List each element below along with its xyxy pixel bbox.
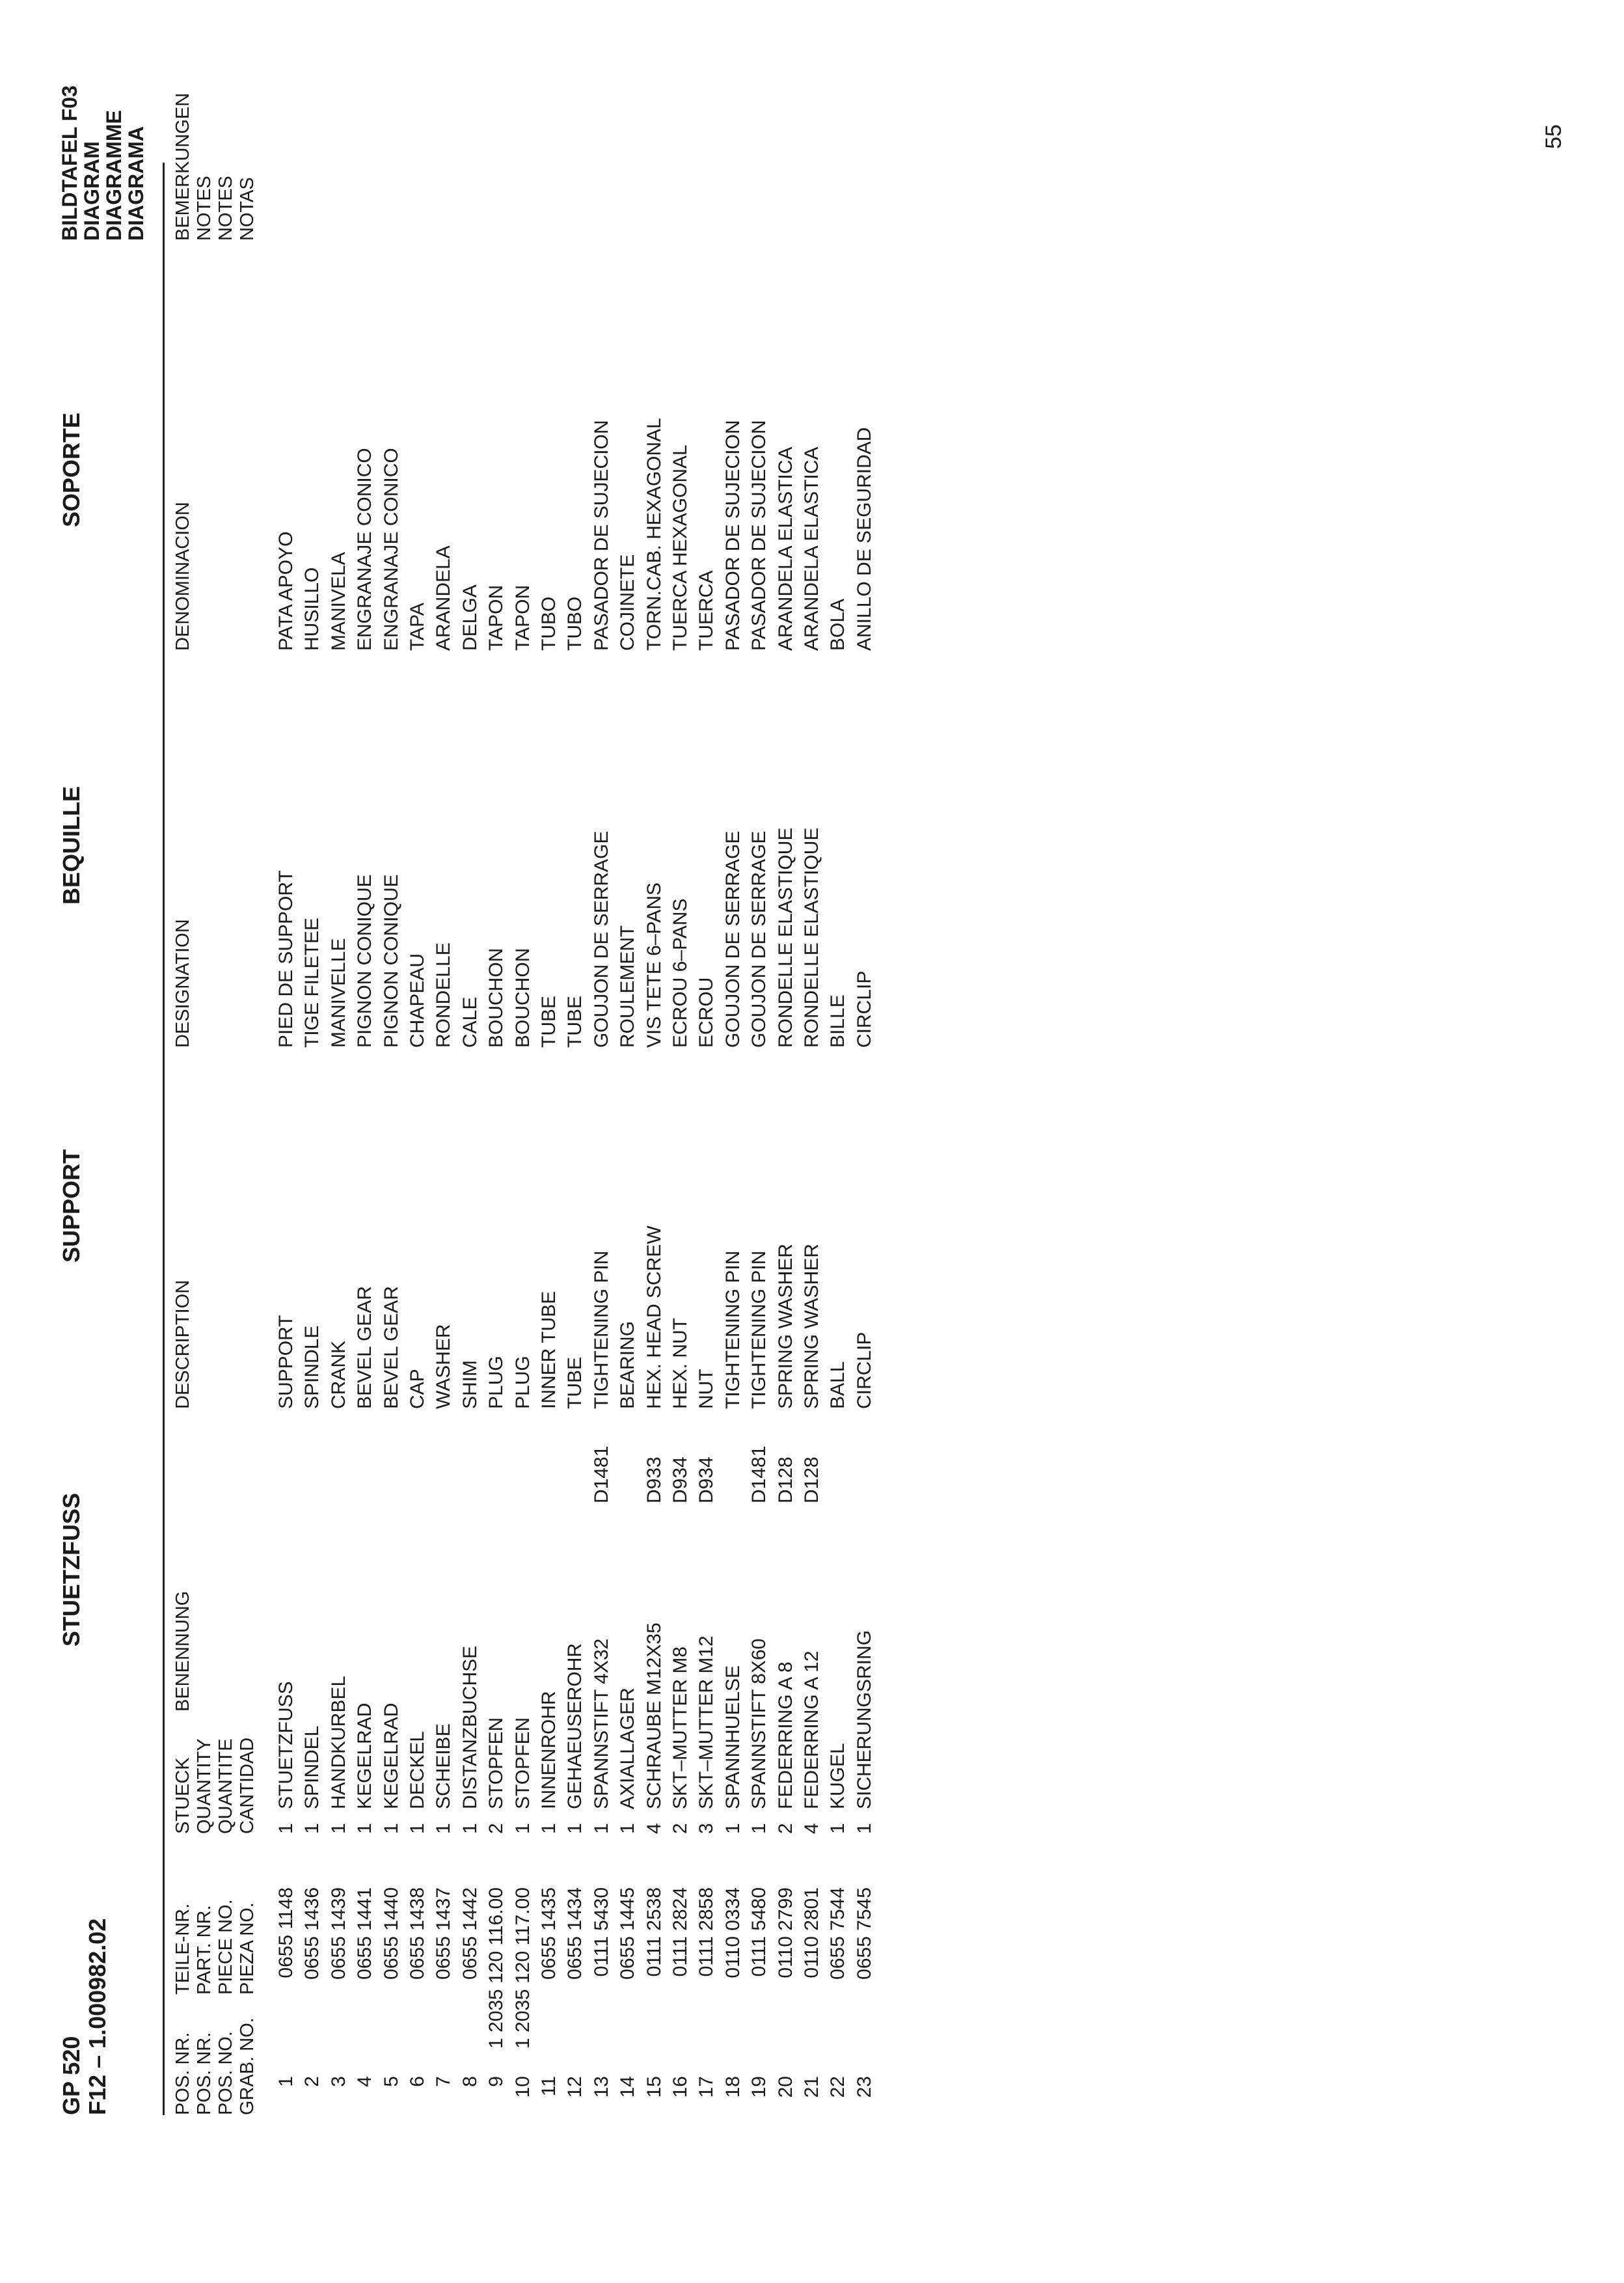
cell-norm: D934 [670, 1456, 691, 1503]
cell-denominacion-spanish: MANIVELA [327, 552, 349, 651]
cell-norm: D128 [774, 1456, 796, 1503]
col-head-qty: STUECK QUANTITY QUANTITE CANTIDAD [172, 1737, 258, 1834]
cell-description-english: CAP [407, 1369, 428, 1409]
cell-designation-french: RONDELLE ELASTIQUE [801, 827, 822, 1048]
cell-denominacion-spanish: DELGA [459, 584, 481, 651]
cell-norm: D128 [801, 1456, 822, 1503]
cell-part-number: 0111 5430 [590, 1887, 612, 1977]
title-english: SUPPORT [58, 1149, 85, 1263]
cell-pos: 15 [643, 2076, 665, 2098]
cell-designation-french: MANIVELLE [327, 938, 349, 1048]
cell-name-german: HANDKURBEL [327, 1675, 349, 1809]
cell-denominacion-spanish: BOLA [827, 598, 849, 651]
parts-list-sheet [59, 33, 969, 2115]
cell-denominacion-spanish: TAPON [511, 584, 534, 651]
col-head-benennung: BENENNUNG [172, 1591, 193, 1712]
cell-part-number: 0110 0334 [722, 1887, 744, 1978]
cell-description-english: SHIM [459, 1360, 481, 1409]
table-row [299, 98, 325, 2115]
cell-designation-french: PIGNON CONIQUE [354, 874, 376, 1048]
cell-quantity: 1 [564, 1823, 586, 1834]
cell-part-number: 0655 1439 [327, 1887, 349, 1980]
doc-number: F12 – 1.000982.02 [84, 1918, 111, 2115]
page-number: 55 [1541, 124, 1566, 149]
table-row [431, 98, 457, 2115]
cell-description-english: CRANK [327, 1340, 349, 1409]
cell-pos: 7 [433, 2076, 455, 2087]
cell-quantity: 1 [538, 1823, 560, 1834]
table-row [720, 98, 746, 2115]
table-row [352, 98, 378, 2115]
cell-quantity: 1 [590, 1823, 612, 1834]
cell-pos: 12 [564, 2076, 586, 2098]
cell-denominacion-spanish: ANILLO DE SEGURIDAD [853, 427, 875, 651]
cell-name-german: KEGELRAD [354, 1702, 376, 1809]
model-title: GP 520 [58, 2036, 85, 2115]
header-rule [163, 163, 165, 2115]
cell-pos: 1 [275, 2076, 297, 2087]
cell-quantity: 1 [433, 1823, 455, 1834]
cell-pos: 17 [696, 2076, 718, 2098]
cell-description-english: INNER TUBE [538, 1291, 560, 1409]
cell-part-number: 0655 1440 [380, 1887, 402, 1980]
cell-name-german: FEDERRING A 12 [801, 1650, 822, 1809]
cell-designation-french: GOUJON DE SERRAGE [590, 830, 612, 1048]
cell-quantity: 1 [354, 1823, 376, 1834]
cell-denominacion-spanish: PASADOR DE SUJECION [590, 420, 612, 651]
cell-quantity: 3 [696, 1823, 718, 1834]
cell-designation-french: TIGE FILETEE [301, 917, 323, 1048]
diagram-label-es: DIAGRAMA [124, 126, 148, 241]
table-row [694, 98, 720, 2115]
cell-description-english: SPRING WASHER [801, 1244, 822, 1409]
cell-part-number: 0655 1442 [459, 1887, 481, 1980]
cell-name-german: SKT–MUTTER M8 [670, 1646, 691, 1809]
cell-pos: 9 [485, 2076, 508, 2087]
table-row [510, 98, 536, 2115]
cell-pos: 4 [354, 2076, 376, 2087]
table-row [457, 98, 483, 2115]
cell-part-number: 1 2035 120 116.00 [485, 1887, 508, 2049]
cell-quantity: 1 [853, 1823, 875, 1834]
cell-part-number: 0655 7545 [853, 1887, 875, 1980]
table-row [773, 98, 799, 2115]
cell-designation-french: BOUCHON [485, 948, 508, 1048]
cell-description-english: PLUG [511, 1356, 534, 1409]
cell-pos: 13 [590, 2076, 612, 2098]
col-head-pos: POS. NR. POS. NR. POS. NO. GRAB. NO. [172, 2017, 258, 2115]
table-row [326, 98, 352, 2115]
cell-quantity: 1 [459, 1823, 481, 1834]
cell-designation-french: CIRCLIP [853, 970, 875, 1048]
diagram-label-en: DIAGRAM [80, 141, 103, 241]
cell-denominacion-spanish: ARANDELA ELASTICA [801, 446, 822, 651]
cell-part-number: 0655 1148 [275, 1887, 297, 1978]
cell-denominacion-spanish: PATA APOYO [275, 531, 297, 651]
cell-pos: 23 [853, 2076, 875, 2098]
cell-pos: 14 [617, 2076, 639, 2098]
cell-name-german: SPINDEL [301, 1725, 323, 1809]
cell-designation-french: RONDELLE [433, 942, 455, 1048]
cell-designation-french: ROULEMENT [617, 925, 639, 1048]
cell-description-english: BEVEL GEAR [380, 1286, 402, 1409]
cell-pos: 19 [748, 2076, 770, 2098]
cell-quantity: 4 [643, 1823, 665, 1834]
cell-denominacion-spanish: PASADOR DE SUJECION [722, 420, 744, 651]
cell-part-number: 1 2035 120 117.00 [511, 1887, 534, 2049]
cell-denominacion-spanish: ARANDELA [433, 545, 455, 651]
col-head-part: TEILE-NR. PART. NR. PIECE NO. PIEZA NO. [172, 1899, 258, 1995]
cell-name-german: SPANNHUELSE [722, 1665, 744, 1809]
col-head-notes: BEMERKUNGEN NOTES NOTES NOTAS [172, 92, 258, 241]
table-row [536, 98, 562, 2115]
cell-denominacion-spanish: TAPA [407, 603, 428, 651]
cell-denominacion-spanish: ENGRANAJE CONICO [354, 448, 376, 651]
cell-norm: D1481 [748, 1445, 770, 1503]
cell-pos: 6 [407, 2076, 428, 2087]
cell-description-english: PLUG [485, 1356, 508, 1409]
cell-denominacion-spanish: TUBO [564, 596, 586, 651]
cell-designation-french: BILLE [827, 994, 849, 1048]
cell-pos: 20 [774, 2076, 796, 2098]
cell-designation-french: CHAPEAU [407, 953, 428, 1048]
cell-designation-french: PIGNON CONIQUE [380, 874, 402, 1048]
cell-quantity: 1 [275, 1823, 297, 1834]
cell-part-number: 0111 5480 [748, 1887, 770, 1977]
cell-pos: 16 [670, 2076, 691, 2098]
diagram-labels [59, 85, 147, 241]
table-row [273, 98, 299, 2115]
cell-norm: D1481 [590, 1445, 612, 1503]
cell-part-number: 0655 1436 [301, 1887, 323, 1980]
table-row [615, 98, 641, 2115]
cell-name-german: AXIALLAGER [617, 1688, 639, 1809]
cell-name-german: DECKEL [407, 1730, 428, 1809]
cell-description-english: NUT [696, 1369, 718, 1409]
cell-name-german: STOPFEN [485, 1717, 508, 1809]
cell-pos: 5 [380, 2076, 402, 2087]
cell-denominacion-spanish: PASADOR DE SUJECION [748, 420, 770, 651]
cell-description-english: SPRING WASHER [774, 1244, 796, 1409]
cell-designation-french: ECROU [696, 977, 718, 1048]
cell-name-german: KUGEL [827, 1743, 849, 1809]
cell-name-german: SKT–MUTTER M12 [696, 1635, 718, 1809]
col-head-designation: DESIGNATION [172, 919, 193, 1048]
cell-name-german: DISTANZBUCHSE [459, 1645, 481, 1809]
cell-quantity: 1 [380, 1823, 402, 1834]
cell-pos: 2 [301, 2076, 323, 2087]
cell-description-english: CIRCLIP [853, 1332, 875, 1409]
cell-denominacion-spanish: TORN.CAB. HEXAGONAL [643, 418, 665, 651]
cell-part-number: 0111 2538 [643, 1887, 665, 1977]
table-row [562, 98, 588, 2115]
title-spanish: SOPORTE [58, 412, 85, 527]
cell-designation-french: CALE [459, 996, 481, 1048]
col-head-description: DESCRIPTION [172, 1279, 193, 1409]
table-row [852, 98, 878, 2115]
cell-part-number: 0655 1445 [617, 1887, 639, 1980]
diagram-label-fr: DIAGRAMME [102, 110, 126, 241]
cell-name-german: SCHRAUBE M12X35 [643, 1622, 665, 1809]
cell-quantity: 2 [774, 1823, 796, 1834]
cell-pos: 18 [722, 2076, 744, 2098]
table-row [483, 98, 509, 2115]
cell-description-english: SPINDLE [301, 1325, 323, 1409]
cell-designation-french: BOUCHON [511, 948, 534, 1048]
cell-name-german: SICHERUNGSRING [853, 1630, 875, 1809]
cell-name-german: STUETZFUSS [275, 1681, 297, 1809]
cell-part-number: 0655 1435 [538, 1887, 560, 1980]
table-row [405, 98, 431, 2115]
cell-description-english: TIGHTENING PIN [590, 1250, 612, 1409]
cell-quantity: 1 [301, 1823, 323, 1834]
title-german: STUETZFUSS [58, 1492, 85, 1647]
cell-description-english: SUPPORT [275, 1315, 297, 1409]
cell-description-english: TIGHTENING PIN [748, 1250, 770, 1409]
cell-part-number: 0655 1441 [354, 1887, 376, 1980]
cell-part-number: 0655 1434 [564, 1887, 586, 1980]
cell-pos: 21 [801, 2076, 822, 2098]
cell-quantity: 4 [801, 1823, 822, 1834]
cell-quantity: 1 [748, 1823, 770, 1834]
cell-part-number: 0111 2824 [670, 1887, 691, 1977]
cell-quantity: 1 [407, 1823, 428, 1834]
diagram-label-de: BILDTAFEL F03 [58, 85, 81, 241]
cell-norm: D934 [696, 1456, 718, 1503]
table-row [589, 98, 615, 2115]
cell-designation-french: RONDELLE ELASTIQUE [774, 827, 796, 1048]
cell-denominacion-spanish: TAPON [485, 584, 508, 651]
cell-pos: 22 [827, 2076, 849, 2098]
cell-name-german: STOPFEN [511, 1717, 534, 1809]
cell-quantity: 1 [327, 1823, 349, 1834]
cell-name-german: SCHEIBE [433, 1723, 455, 1809]
cell-name-german: SPANNSTIFT 8X60 [748, 1638, 770, 1809]
cell-name-german: GEHAEUSEROHR [564, 1643, 586, 1809]
cell-name-german: SPANNSTIFT 4X32 [590, 1638, 612, 1809]
cell-pos: 3 [327, 2076, 349, 2087]
cell-name-german: INNENROHR [538, 1691, 560, 1809]
cell-designation-french: TUBE [538, 995, 560, 1048]
cell-part-number: 0110 2801 [801, 1887, 822, 1978]
cell-quantity: 2 [670, 1823, 691, 1834]
cell-quantity: 2 [485, 1823, 508, 1834]
cell-designation-french: TUBE [564, 995, 586, 1048]
cell-pos: 11 [538, 2076, 560, 2097]
table-row [799, 98, 825, 2115]
cell-norm: D933 [643, 1456, 665, 1503]
col-head-denominacion: DENOMINACION [172, 502, 193, 651]
cell-pos: 10 [511, 2076, 534, 2098]
table-row [668, 98, 694, 2115]
cell-designation-french: VIS TETE 6–PANS [643, 882, 665, 1048]
cell-denominacion-spanish: COJINETE [617, 554, 639, 651]
cell-quantity: 1 [617, 1823, 639, 1834]
cell-quantity: 1 [722, 1823, 744, 1834]
cell-designation-french: GOUJON DE SERRAGE [748, 830, 770, 1048]
cell-description-english: BEVEL GEAR [354, 1286, 376, 1409]
cell-name-german: FEDERRING A 8 [774, 1661, 796, 1809]
cell-description-english: BALL [827, 1361, 849, 1409]
cell-description-english: TUBE [564, 1356, 586, 1409]
cell-pos: 8 [459, 2076, 481, 2087]
cell-description-english: TIGHTENING PIN [722, 1250, 744, 1409]
cell-description-english: WASHER [433, 1324, 455, 1409]
cell-part-number: 0655 1438 [407, 1887, 428, 1980]
cell-part-number: 0655 7544 [827, 1887, 849, 1980]
cell-part-number: 0655 1437 [433, 1887, 455, 1980]
cell-denominacion-spanish: HUSILLO [301, 567, 323, 651]
cell-quantity: 1 [827, 1823, 849, 1834]
title-french: BEQUILLE [58, 786, 85, 905]
cell-denominacion-spanish: ARANDELA ELASTICA [774, 446, 796, 651]
table-row [642, 98, 668, 2115]
cell-designation-french: PIED DE SUPPORT [275, 870, 297, 1048]
cell-quantity: 1 [511, 1823, 534, 1834]
table-row [746, 98, 772, 2115]
cell-denominacion-spanish: TUBO [538, 596, 560, 651]
cell-part-number: 0110 2799 [774, 1887, 796, 1978]
table-row [379, 98, 405, 2115]
cell-denominacion-spanish: ENGRANAJE CONICO [380, 448, 402, 651]
cell-description-english: HEX. HEAD SCREW [643, 1225, 665, 1409]
cell-part-number: 0111 2858 [696, 1887, 718, 1977]
cell-name-german: KEGELRAD [380, 1702, 402, 1809]
cell-description-english: BEARING [617, 1320, 639, 1409]
cell-description-english: HEX. NUT [670, 1317, 691, 1409]
cell-designation-french: GOUJON DE SERRAGE [722, 830, 744, 1048]
table-row [825, 98, 851, 2115]
cell-denominacion-spanish: TUERCA HEXAGONAL [670, 444, 691, 651]
cell-denominacion-spanish: TUERCA [696, 570, 718, 651]
cell-designation-french: ECROU 6–PANS [670, 898, 691, 1048]
